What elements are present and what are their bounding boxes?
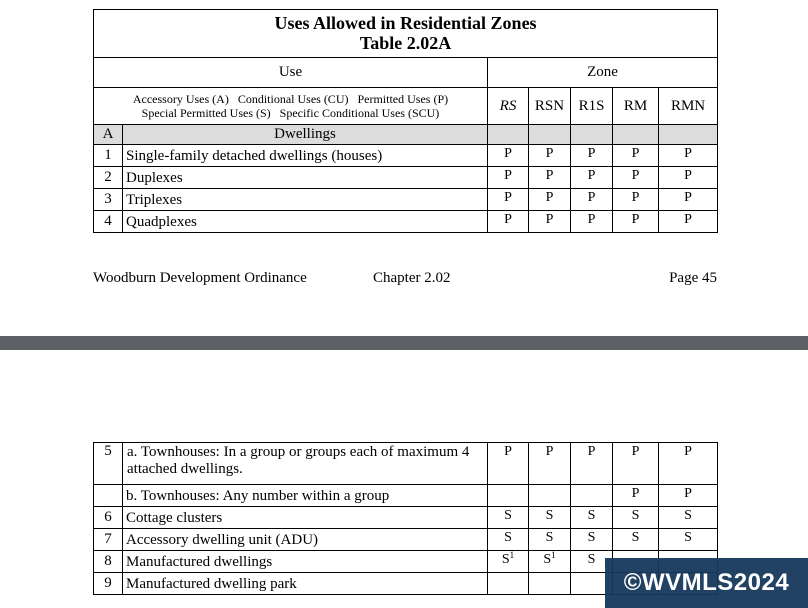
- table-title-line1: Uses Allowed in Residential Zones: [274, 13, 537, 33]
- row-value: P: [529, 145, 571, 167]
- footer-ordinance: Woodburn Development Ordinance: [93, 270, 307, 286]
- row-value: S: [613, 507, 659, 529]
- row-use: Accessory dwelling unit (ADU): [123, 529, 488, 551]
- row-value: S: [488, 529, 529, 551]
- footer-chapter: Chapter 2.02: [373, 270, 451, 286]
- row-value: P: [613, 211, 659, 233]
- table-row: [94, 167, 718, 189]
- row-value: S: [613, 529, 659, 551]
- table-title-line2: Table 2.02A: [359, 33, 452, 53]
- zone-rmn: RMN: [659, 88, 718, 125]
- row-value: P: [571, 167, 613, 189]
- row-use: b. Townhouses: Any number within a group: [123, 485, 488, 507]
- row-value: S: [571, 507, 613, 529]
- legend-line2: Special Permitted Uses (S) Specific Conditional Uses (SCU): [141, 106, 440, 120]
- section-row-dwellings: [94, 125, 718, 145]
- row-number: 5: [94, 443, 123, 485]
- footnote-marker: 1: [551, 550, 556, 560]
- row-value: P: [529, 211, 571, 233]
- zone-rsn: RSN: [529, 88, 571, 125]
- row-value: P: [488, 167, 529, 189]
- row-use: Duplexes: [123, 167, 488, 189]
- row-number: [94, 485, 123, 507]
- footer-page-number: Page 45: [669, 270, 717, 286]
- row-use: Triplexes: [123, 189, 488, 211]
- row-value: S: [571, 551, 613, 573]
- row-value: P: [529, 167, 571, 189]
- use-legend: [94, 88, 488, 125]
- page-separator: [0, 336, 808, 350]
- footnote-marker: 1: [509, 550, 515, 560]
- row-value: P: [613, 443, 659, 485]
- row-value: P: [659, 167, 718, 189]
- row-value: P: [488, 189, 529, 211]
- row-value: S: [529, 507, 571, 529]
- row-value: [529, 551, 571, 573]
- table-row: [94, 485, 718, 507]
- row-number: 6: [94, 507, 123, 529]
- row-number: 1: [94, 145, 123, 167]
- legend-line1: Accessory Uses (A) Conditional Uses (CU) Permitted Uses (P): [132, 92, 449, 106]
- row-value: S: [529, 529, 571, 551]
- row-number: 7: [94, 529, 123, 551]
- row-value: P: [613, 485, 659, 507]
- zone-rs: RS: [488, 88, 529, 125]
- row-use: Manufactured dwellings: [123, 551, 488, 573]
- row-value: P: [659, 443, 718, 485]
- row-value: [488, 573, 529, 595]
- copyright-watermark: ©WVMLS2024: [605, 558, 808, 608]
- row-value: P: [488, 443, 529, 485]
- row-value: P: [529, 443, 571, 485]
- table-row: [94, 507, 718, 529]
- section-label: Dwellings: [123, 125, 488, 145]
- row-use: Manufactured dwelling park: [123, 573, 488, 595]
- row-value: P: [529, 189, 571, 211]
- table-row: [94, 443, 718, 485]
- row-number: 2: [94, 167, 123, 189]
- row-number: 3: [94, 189, 123, 211]
- row-use: Cottage clusters: [123, 507, 488, 529]
- row-value: [571, 485, 613, 507]
- use-header: Use: [94, 58, 488, 88]
- table-row: [94, 145, 718, 167]
- row-value: P: [659, 189, 718, 211]
- row-value: P: [613, 189, 659, 211]
- row-number: 4: [94, 211, 123, 233]
- table-title: [94, 10, 718, 58]
- row-value: [488, 551, 529, 573]
- residential-uses-table: [93, 9, 718, 233]
- row-value: S: [659, 507, 718, 529]
- row-value: P: [613, 145, 659, 167]
- row-use: Quadplexes: [123, 211, 488, 233]
- zone-header: Zone: [488, 58, 718, 88]
- row-value: P: [571, 443, 613, 485]
- row-value: S: [659, 529, 718, 551]
- row-value: S: [488, 507, 529, 529]
- row-value: [488, 485, 529, 507]
- row-value: P: [571, 211, 613, 233]
- row-value: P: [659, 145, 718, 167]
- row-value: P: [613, 167, 659, 189]
- zone-r1s: R1S: [571, 88, 613, 125]
- row-value: [529, 573, 571, 595]
- row-use: Single-family detached dwellings (houses): [123, 145, 488, 167]
- row-value: P: [659, 485, 718, 507]
- table-row: [94, 211, 718, 233]
- row-value: P: [488, 211, 529, 233]
- row-use: a. Townhouses: In a group or groups each of maximum 4 attached dwellings.: [123, 443, 488, 485]
- table-row: [94, 529, 718, 551]
- row-value: [529, 485, 571, 507]
- row-value: S: [571, 529, 613, 551]
- row-value: P: [488, 145, 529, 167]
- row-value: P: [571, 145, 613, 167]
- value-text: S: [501, 552, 510, 567]
- table-row: [94, 189, 718, 211]
- row-value: P: [659, 211, 718, 233]
- row-number: 8: [94, 551, 123, 573]
- zone-rm: RM: [613, 88, 659, 125]
- row-value: P: [571, 189, 613, 211]
- row-number: 9: [94, 573, 123, 595]
- section-letter: A: [94, 125, 123, 145]
- value-text: S: [543, 552, 552, 567]
